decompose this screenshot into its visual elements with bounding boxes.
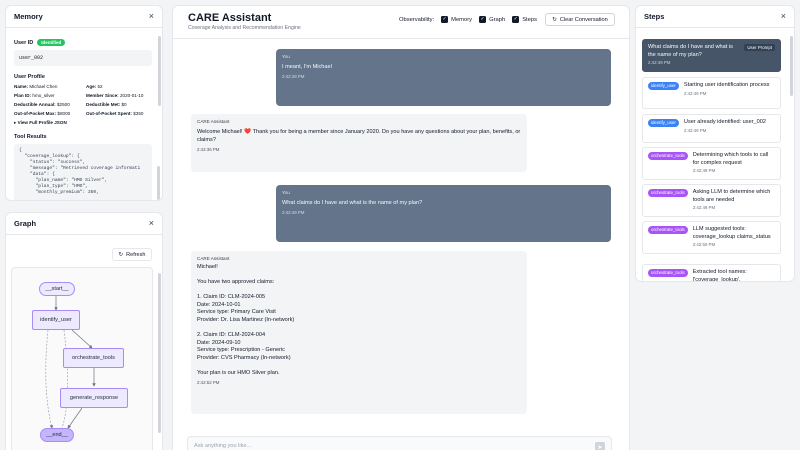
chat-message-user: You What claims do I have and what is the name of my plan? 2:42:49 PM	[276, 185, 611, 242]
step-tag: orchestrate_tools	[648, 226, 688, 234]
app-title: CARE Assistant	[188, 12, 272, 24]
clear-icon: ↻	[552, 16, 557, 23]
step-item[interactable]: orchestrate_tools LLM suggested tools: coverage_lookup claims_status 2:42:50 PM	[642, 221, 781, 254]
chat-input[interactable]	[187, 436, 612, 450]
memory-close-icon[interactable]: ×	[148, 11, 154, 21]
graph-close-icon[interactable]: ×	[148, 218, 154, 228]
checkbox-checked-icon: ✓	[513, 16, 518, 22]
user-profile-grid	[14, 84, 154, 116]
graph-title: Graph	[14, 219, 37, 228]
step-tag: orchestrate_tools	[648, 269, 688, 277]
step-tag: identify_user	[648, 82, 679, 90]
clear-conversation-button[interactable]: ↻ Clear Conversation	[545, 13, 615, 26]
steps-header	[636, 6, 794, 28]
tool-results-label: Tool Results	[14, 134, 47, 140]
memory-body	[6, 28, 162, 200]
step-item[interactable]: orchestrate_tools Extracted tool names: ['coverage_lookup',	[642, 264, 781, 282]
graph-header	[6, 213, 162, 235]
user-id-label: User ID	[14, 40, 34, 46]
chat-message-user: You I meant, I'm Michael 2:42:28 PM	[276, 49, 611, 106]
graph-node-start[interactable]: __start__	[39, 282, 75, 296]
header-divider	[173, 38, 629, 39]
step-item[interactable]: identify_user User already identified: user_002 2:42:49 PM	[642, 114, 781, 143]
step-user-prompt[interactable]: User Prompt What claims do I have and what is the name of my plan? 2:42:49 PM	[642, 39, 781, 72]
refresh-label: Refresh	[126, 251, 146, 258]
checkbox-checked-icon: ✓	[480, 16, 485, 22]
user-id-value: user_002	[14, 50, 152, 66]
graph-scrollbar[interactable]	[158, 273, 161, 433]
chat-panel	[172, 5, 630, 450]
graph-panel	[5, 212, 163, 450]
chat-message-assistant: CARE Assistant Michael! You have two approved claims: 1. Claim ID: CLM-2024-005 Date: 2024-10-01 Service type: Primary Care Visit Provider: Dr. Lisa Martinez (In-network) 2. Claim ID: CLM-2024-004 Date: 2024-09-10 Service type: Prescription - Generic Provider: CVS Pharmacy (In-network) Your plan is our HMO Silver plan. 2:42:52 PM	[191, 251, 527, 414]
steps-panel	[635, 5, 795, 282]
profile-field: Member Since: 2020-01-10	[86, 93, 144, 98]
memory-header	[6, 6, 162, 28]
profile-field: Out-of-Pocket Max: $8000	[14, 111, 71, 116]
identified-badge: Identified	[37, 39, 65, 46]
app-subtitle: Coverage Analysis and Recommendation Engine	[188, 25, 301, 31]
refresh-button[interactable]	[112, 248, 152, 261]
graph-node-identify-user[interactable]: identify_user	[32, 310, 80, 330]
chat-input-placeholder: Ask anything you like...	[194, 443, 252, 449]
graph-node-orchestrate-tools[interactable]: orchestrate_tools	[63, 348, 124, 368]
observability-label: Observability:	[399, 16, 435, 23]
profile-field: Deductible Met: $0	[86, 102, 127, 107]
memory-scrollbar[interactable]	[158, 36, 161, 106]
step-item[interactable]: orchestrate_tools Asking LLM to determine which tools are needed 2:42:49 PM	[642, 184, 781, 217]
steps-scrollbar[interactable]	[790, 36, 793, 96]
step-tag: orchestrate_tools	[648, 189, 688, 197]
send-icon[interactable]: ➤	[595, 442, 605, 450]
profile-field: Plan ID: hmo_silver	[14, 93, 55, 98]
steps-title: Steps	[644, 12, 665, 21]
user-profile-label: User Profile	[14, 74, 45, 80]
view-full-profile-json-toggle[interactable]: ▸ View Full Profile JSON	[14, 120, 67, 125]
profile-field: Age: 52	[86, 84, 103, 89]
memory-panel	[5, 5, 163, 201]
memory-title: Memory	[14, 12, 43, 21]
step-tag: orchestrate_tools	[648, 152, 688, 160]
step-item[interactable]: identify_user Starting user identification process 2:42:49 PM	[642, 77, 781, 109]
tool-results-scrollbar[interactable]	[157, 166, 160, 200]
profile-field: Name: Michael Chen	[14, 84, 58, 89]
profile-field: Deductible Annual: $2500	[14, 102, 70, 107]
tool-results-code: { "coverage_lookup": { "status": "success", "message": "Retrieved coverage informati "data": { "plan_name": "HMO Silver", "plan_type": "HMO", "monthly_premium": 350,	[14, 144, 152, 200]
observability-toggles	[399, 16, 537, 23]
steps-close-icon[interactable]: ×	[780, 11, 786, 21]
step-tag: identify_user	[648, 119, 679, 127]
profile-field: Out-of-Pocket Spent: $350	[86, 111, 144, 116]
chat-message-assistant: CARE Assistant Welcome Michael! ❤️ Thank you for being a member since January 2020. Do you have any questions about your plan, benefits, or claims? 2:42:36 PM	[191, 114, 527, 172]
toggle-steps[interactable]: ✓ Steps	[513, 16, 538, 23]
step-item[interactable]: orchestrate_tools Determining which tools to call for complex request 2:42:49 PM	[642, 147, 781, 180]
graph-node-generate-response[interactable]: generate_response	[60, 388, 128, 408]
toggle-graph[interactable]: ✓ Graph	[480, 16, 506, 23]
graph-node-end[interactable]: __end__	[40, 428, 74, 442]
refresh-icon: ↻	[118, 251, 124, 258]
checkbox-checked-icon: ✓	[442, 16, 447, 22]
user-prompt-badge: User Prompt	[744, 44, 775, 51]
toggle-memory[interactable]: ✓ Memory	[442, 16, 473, 23]
graph-canvas	[11, 267, 153, 450]
